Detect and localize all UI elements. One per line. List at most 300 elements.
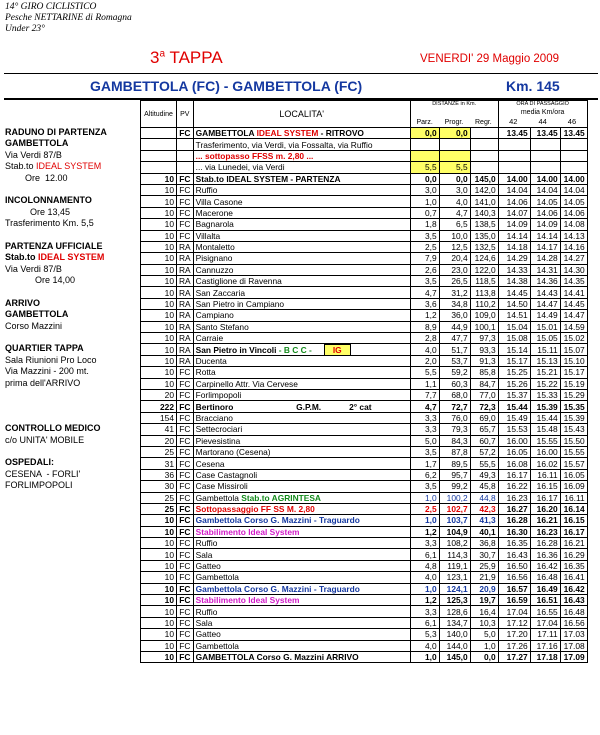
table-row (141, 401, 588, 412)
cell-time-46: 16.42 (560, 583, 587, 594)
sidebar-text: Ore 12.00 (5, 172, 68, 183)
localita-highlight: Stab.to AGRINTESA (241, 492, 321, 503)
cell-regr: 118,5 (470, 276, 498, 287)
cell-time-46: 15.35 (560, 401, 587, 412)
cell-time-46: 14.45 (560, 298, 587, 309)
cell-progr: 44,9 (439, 321, 470, 332)
cell-time-46: 14.59 (560, 321, 587, 332)
cell-time-42: 16.23 (498, 492, 530, 503)
localita-text: Carpinello Attr. Via Cervese (195, 378, 298, 389)
stage-date: VENERDI' 29 Maggio 2009 (420, 53, 559, 65)
sidebar-line (5, 207, 107, 218)
cell-time-46: 16.43 (560, 595, 587, 606)
cell-parz: 1,0 (410, 583, 439, 594)
table-row (141, 481, 588, 492)
cell-time-46: 14.35 (560, 276, 587, 287)
cell-progr: 0,0 (439, 173, 470, 184)
sidebar-text: c/o UNITA' MOBILE (5, 434, 85, 445)
cell-time-46: 14.06 (560, 207, 587, 218)
cell-altitude: 10 (141, 549, 177, 560)
localita-text: Campiano (195, 310, 234, 321)
cell-regr: 10,3 (470, 617, 498, 628)
cell-localita (193, 150, 410, 161)
cell-pv: RA (177, 264, 194, 275)
cell-parz: 3,3 (410, 424, 439, 435)
cell-time-42: 15.04 (498, 321, 530, 332)
cell-progr: 87,8 (439, 446, 470, 457)
cell-time-46: 14.41 (560, 287, 587, 298)
sidebar-line (5, 150, 107, 161)
sidebar-line (5, 241, 107, 252)
cell-regr: 110,2 (470, 298, 498, 309)
cell-localita (193, 606, 410, 617)
sidebar-text: INCOLONNAMENTO (5, 195, 92, 206)
sidebar-line (5, 184, 107, 195)
cell-altitude: 25 (141, 503, 177, 514)
cell-pv: RA (177, 298, 194, 309)
table-row (141, 538, 588, 549)
cell-pv: FC (177, 560, 194, 571)
cell-pv: FC (177, 583, 194, 594)
cell-time-42: 17.27 (498, 651, 530, 662)
sidebar-text: ARRIVO (5, 297, 41, 308)
cell-time-44: 14.05 (530, 196, 560, 207)
cell-time-44: 16.11 (530, 469, 560, 480)
localita-text: Martorano (Cesena) (195, 447, 271, 458)
localita-text: Ruffio (195, 185, 218, 196)
cell-progr (439, 139, 470, 150)
cell-time-44: 14.28 (530, 253, 560, 264)
cell-time-42: 17.04 (498, 606, 530, 617)
cell-localita (193, 287, 410, 298)
cell-pv: FC (177, 378, 194, 389)
cell-time-46: 15.17 (560, 367, 587, 378)
cell-pv: RA (177, 241, 194, 252)
cell-regr: 135,0 (470, 230, 498, 241)
cell-time-46 (560, 162, 587, 173)
table-row (141, 184, 588, 195)
cell-time-44: 16.49 (530, 583, 560, 594)
cell-time-44: 14.14 (530, 230, 560, 241)
cell-pv: FC (177, 629, 194, 640)
table-row (141, 139, 588, 150)
col-distances (410, 101, 498, 128)
cell-regr: 1,0 (470, 640, 498, 651)
cell-progr: 23,0 (439, 264, 470, 275)
cell-time-44: 16.15 (530, 481, 560, 492)
cell-progr: 4,0 (439, 196, 470, 207)
cell-progr: 99,2 (439, 481, 470, 492)
stage-number: 3 (150, 48, 160, 67)
cell-pv: FC (177, 128, 194, 139)
cell-parz: 1,0 (410, 196, 439, 207)
sidebar-line (5, 343, 107, 354)
cell-pv: FC (177, 196, 194, 207)
localita-text: Stabilimento Ideal System (195, 595, 300, 606)
col-altitude: Altitudine (141, 101, 177, 128)
localita-text: Cesena (195, 458, 225, 469)
cell-regr (470, 139, 498, 150)
cell-altitude: 10 (141, 298, 177, 309)
speed-subheads (499, 117, 587, 126)
table-row (141, 162, 588, 173)
cell-altitude (141, 150, 177, 161)
sidebar-text: FORLIMPOPOLI (5, 480, 73, 491)
cell-time-46: 15.19 (560, 378, 587, 389)
cell-time-44 (530, 139, 560, 150)
sidebar-text: Ore 14,00 (5, 275, 76, 286)
cell-altitude (141, 128, 177, 139)
cell-parz: 5,5 (410, 162, 439, 173)
sidebar-text: RADUNO DI PARTENZA (5, 127, 107, 137)
cell-regr: 138,5 (470, 219, 498, 230)
cell-altitude (141, 139, 177, 150)
cell-pv: FC (177, 446, 194, 457)
speed-42: 42 (509, 117, 518, 126)
cell-time-44: 15.33 (530, 389, 560, 400)
localita-text: Gatteo (195, 629, 221, 640)
cell-pv: RA (177, 333, 194, 344)
cell-time-42: 14.45 (498, 287, 530, 298)
cell-time-46: 14.00 (560, 173, 587, 184)
route-title: GAMBETTOLA (FC) - GAMBETTOLA (FC) (90, 78, 363, 94)
cell-altitude: 10 (141, 321, 177, 332)
table-row (141, 651, 588, 662)
event-header (5, 2, 132, 35)
cell-regr: 20,9 (470, 583, 498, 594)
cell-regr: 91,3 (470, 355, 498, 366)
cell-localita (193, 424, 410, 435)
localita-text: Settecrociari (195, 424, 243, 435)
cell-altitude: 25 (141, 446, 177, 457)
cell-altitude: 10 (141, 207, 177, 218)
cell-localita (193, 435, 410, 446)
cell-time-42: 14.38 (498, 276, 530, 287)
cell-progr: 59,2 (439, 367, 470, 378)
col-progr: Progr. (444, 119, 464, 126)
cell-parz: 5,3 (410, 629, 439, 640)
cell-parz: 5,5 (410, 367, 439, 378)
localita-text: Macerone (195, 207, 233, 218)
cell-pv: FC (177, 367, 194, 378)
localita-text: Rotta (195, 367, 216, 378)
cell-localita (193, 321, 410, 332)
table-row (141, 298, 588, 309)
cell-time-42: 16.27 (498, 503, 530, 514)
route-table (140, 100, 588, 663)
sidebar-text: Via Verdi 87/B (5, 149, 62, 160)
cell-regr: 85,8 (470, 367, 498, 378)
cell-parz: 2,5 (410, 503, 439, 514)
localita-text: Villalta (195, 230, 221, 241)
table-row (141, 276, 588, 287)
cell-regr: 55,5 (470, 458, 498, 469)
sidebar-line (5, 264, 107, 275)
cell-altitude: 10 (141, 287, 177, 298)
cell-progr: 20,4 (439, 253, 470, 264)
cell-time-46: 14.47 (560, 310, 587, 321)
cell-parz: 6,1 (410, 549, 439, 560)
localita-text: Ruffio (195, 606, 218, 617)
cell-progr: 145,0 (439, 651, 470, 662)
cell-localita (193, 446, 410, 457)
cell-regr: 109,0 (470, 310, 498, 321)
cell-time-44: 16.36 (530, 549, 560, 560)
cell-regr: 57,2 (470, 446, 498, 457)
cell-progr: 114,3 (439, 549, 470, 560)
cell-time-46: 16.29 (560, 549, 587, 560)
cell-parz (410, 150, 439, 161)
sidebar-line (5, 332, 107, 343)
localita-text: ... sottopasso FFSS m. 2,80 ... (195, 150, 314, 161)
table-row (141, 412, 588, 423)
cell-time-46: 16.56 (560, 617, 587, 628)
cell-pv: RA (177, 276, 194, 287)
cell-pv: FC (177, 549, 194, 560)
localita-text: GAMBETTOLA Corso G. Mazzini ARRIVO (195, 652, 359, 663)
cell-time-44: 14.47 (530, 298, 560, 309)
cell-parz: 4,7 (410, 287, 439, 298)
sidebar-text: CONTROLLO MEDICO (5, 423, 101, 434)
table-row (141, 446, 588, 457)
cell-altitude: 10 (141, 276, 177, 287)
sidebar-line (5, 378, 107, 389)
cell-time-46: 14.30 (560, 264, 587, 275)
localita-text: Bertinoro (195, 401, 234, 412)
localita-text: San Zaccaria (195, 287, 245, 298)
cell-progr: 5,5 (439, 162, 470, 173)
cell-altitude: 10 (141, 367, 177, 378)
cell-parz: 1,2 (410, 595, 439, 606)
cell-progr: 144,0 (439, 640, 470, 651)
sidebar-line (5, 309, 107, 320)
localita-text: Gambettola Corso G. Mazzini - Traguardo (195, 583, 360, 594)
col-pv: PV (177, 101, 194, 128)
cell-progr: 95,7 (439, 469, 470, 480)
localita-text: Castiglione di Ravenna (195, 276, 282, 287)
table-row (141, 424, 588, 435)
cell-time-42: 16.35 (498, 538, 530, 549)
cell-parz: 8,9 (410, 321, 439, 332)
table-row (141, 595, 588, 606)
cell-time-42: 13.45 (498, 128, 530, 139)
cell-time-46: 13.45 (560, 128, 587, 139)
cell-parz: 0,0 (410, 128, 439, 139)
cell-localita (193, 241, 410, 252)
cell-time-44: 16.42 (530, 560, 560, 571)
cell-progr: 6,5 (439, 219, 470, 230)
cell-time-42: 14.51 (498, 310, 530, 321)
sidebar-text: Stab.to (5, 252, 38, 263)
table-row (141, 344, 588, 355)
table-row (141, 583, 588, 594)
cell-time-46: 15.55 (560, 446, 587, 457)
cell-progr: 108,2 (439, 538, 470, 549)
sidebar-line (5, 423, 107, 434)
cell-parz: 4,7 (410, 401, 439, 412)
cell-time-42: 15.37 (498, 389, 530, 400)
cell-regr: 5,0 (470, 629, 498, 640)
sidebar-text: GAMBETTOLA (5, 309, 69, 320)
table-row (141, 264, 588, 275)
cell-altitude: 20 (141, 435, 177, 446)
cell-progr: 124,1 (439, 583, 470, 594)
cell-localita (193, 572, 410, 583)
sidebar-line (5, 275, 107, 286)
cell-altitude: 10 (141, 219, 177, 230)
cell-parz: 7,7 (410, 389, 439, 400)
cell-localita (193, 184, 410, 195)
localita-text: Gambettola Corso G. Mazzini - Traguardo (195, 515, 360, 526)
cell-parz: 1,0 (410, 651, 439, 662)
sidebar-line (5, 298, 107, 309)
localita-text: Gambettola (195, 640, 239, 651)
localita-text: Gambettola (195, 492, 242, 503)
cell-parz: 1,2 (410, 526, 439, 537)
cell-time-44: 16.28 (530, 538, 560, 549)
cell-parz: 1,7 (410, 458, 439, 469)
cell-time-46: 16.09 (560, 481, 587, 492)
cell-parz: 3,3 (410, 412, 439, 423)
cell-localita (193, 595, 410, 606)
cell-localita (193, 128, 410, 139)
cell-time-46: 14.05 (560, 196, 587, 207)
cell-localita (193, 196, 410, 207)
cell-altitude: 10 (141, 196, 177, 207)
cell-altitude: 10 (141, 241, 177, 252)
cell-parz: 2,8 (410, 333, 439, 344)
cell-regr: 140,3 (470, 207, 498, 218)
sidebar-text: PARTENZA UFFICIALE (5, 240, 103, 251)
table-header-row (141, 101, 588, 128)
cell-progr: 0,0 (439, 128, 470, 139)
table-row (141, 515, 588, 526)
cell-time-44: 16.21 (530, 515, 560, 526)
sidebar-text: Sala Riunioni Pro Loco (5, 354, 97, 365)
localita-text: GAMBETTOLA (195, 128, 257, 139)
cell-localita (193, 617, 410, 628)
cell-time-42: 14.50 (498, 298, 530, 309)
cell-progr: 119,1 (439, 560, 470, 571)
gpm-label: G.P.M. (296, 401, 322, 412)
cell-localita (193, 253, 410, 264)
cell-progr: 84,3 (439, 435, 470, 446)
table-row (141, 207, 588, 218)
cell-progr: 68,0 (439, 389, 470, 400)
cell-time-46: 14.13 (560, 230, 587, 241)
cell-time-44 (530, 162, 560, 173)
cell-time-42 (498, 139, 530, 150)
cell-localita (193, 651, 410, 662)
cell-time-46: 15.02 (560, 333, 587, 344)
cell-altitude: 10 (141, 184, 177, 195)
sidebar-line (5, 446, 107, 457)
cell-regr: 69,0 (470, 412, 498, 423)
sidebar-text: prima dell'ARRIVO (5, 377, 81, 388)
localita-text: Gambettola (195, 572, 239, 583)
cell-time-42: 14.00 (498, 173, 530, 184)
cell-localita (193, 515, 410, 526)
cell-pv: FC (177, 503, 194, 514)
sidebar-text: CESENA - FORLI' (5, 468, 81, 479)
localita-text: Gatteo (195, 561, 221, 572)
cell-parz: 1,1 (410, 378, 439, 389)
cell-altitude: 30 (141, 481, 177, 492)
cell-parz: 4,0 (410, 344, 439, 355)
cell-regr: 142,0 (470, 184, 498, 195)
cell-pv: FC (177, 526, 194, 537)
cell-regr: 16,4 (470, 606, 498, 617)
cell-regr: 77,0 (470, 389, 498, 400)
localita-text: Pisignano (195, 253, 233, 264)
cell-altitude: 10 (141, 572, 177, 583)
category-text: Under 23° (5, 24, 45, 34)
cell-time-42: 15.17 (498, 355, 530, 366)
cell-pv: FC (177, 492, 194, 503)
cell-time-44: 14.43 (530, 287, 560, 298)
sidebar-line (5, 469, 107, 480)
table-row (141, 196, 588, 207)
cell-time-44: 16.02 (530, 458, 560, 469)
cell-parz: 6,2 (410, 469, 439, 480)
cell-time-46: 16.17 (560, 526, 587, 537)
divider-top (4, 73, 598, 74)
cell-time-44: 14.17 (530, 241, 560, 252)
cell-altitude: 10 (141, 333, 177, 344)
cell-regr: 97,3 (470, 333, 498, 344)
table-row (141, 458, 588, 469)
cell-progr: 128,6 (439, 606, 470, 617)
cell-time-46: 15.29 (560, 389, 587, 400)
cell-parz: 3,5 (410, 481, 439, 492)
cell-altitude: 10 (141, 526, 177, 537)
cell-regr: 145,0 (470, 173, 498, 184)
cell-regr: 40,1 (470, 526, 498, 537)
cell-altitude: 25 (141, 492, 177, 503)
sidebar-line (5, 127, 107, 138)
cell-regr: 65,7 (470, 424, 498, 435)
cell-progr (439, 150, 470, 161)
cell-localita (193, 503, 410, 514)
cell-time-46: 15.43 (560, 424, 587, 435)
cell-regr: 60,7 (470, 435, 498, 446)
table-row (141, 389, 588, 400)
cell-localita (193, 640, 410, 651)
stage-ordinal: a (159, 48, 166, 60)
cell-time-44: 15.55 (530, 435, 560, 446)
cell-time-46: 16.41 (560, 572, 587, 583)
cell-parz: 4,8 (410, 560, 439, 571)
info-sidebar (5, 127, 107, 492)
cell-parz: 4,0 (410, 640, 439, 651)
sidebar-highlight: IDEAL SYSTEM (38, 252, 105, 263)
table-row (141, 617, 588, 628)
cell-time-44: 15.48 (530, 424, 560, 435)
cell-progr: 79,3 (439, 424, 470, 435)
cell-time-44: 17.18 (530, 651, 560, 662)
cell-altitude: 31 (141, 458, 177, 469)
table-row (141, 367, 588, 378)
cell-time-44: 14.36 (530, 276, 560, 287)
cell-localita (193, 333, 410, 344)
cell-time-42: 16.57 (498, 583, 530, 594)
cell-regr: 124,6 (470, 253, 498, 264)
table-row (141, 355, 588, 366)
cell-time-42: 15.26 (498, 378, 530, 389)
cell-localita (193, 367, 410, 378)
col-times (498, 101, 587, 128)
cell-parz: 3,3 (410, 538, 439, 549)
